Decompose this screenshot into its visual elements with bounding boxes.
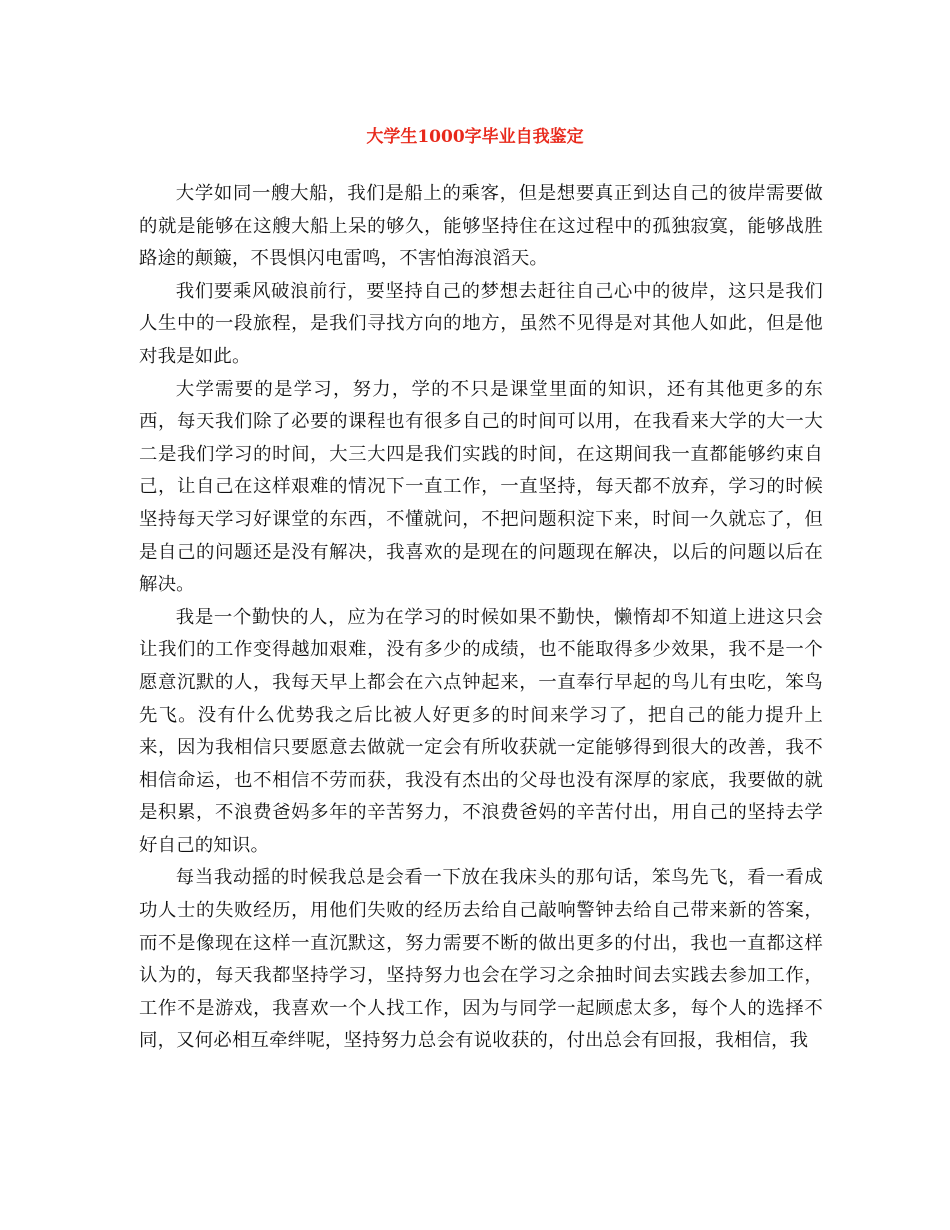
paragraph: 大学如同一艘大船，我们是船上的乘客，但是想要真正到达自己的彼岸需要做的就是能够在这艘大船上呆的够久，能够坚持住在这过程中的孤独寂寞，能够战胜路途的颠簸，不畏惧闪电雷鸣，不害怕海浪滔天。 xyxy=(139,183,823,270)
paragraph: 我是一个勤快的人，应为在学习的时候如果不勤快，懒惰却不知道上进这只会让我们的工作变得越加艰难，没有多少的成绩，也不能取得多少效果，我不是一个愿意沉默的人，我每天早上都会在六点钟起来，一直奉行早起的鸟儿有虫吃，笨鸟先飞。没有什么优势我之后比被人好更多的时间来学习了，把自己的能力提升上来，因为我相信只要愿意去做就一定会有所收获就一定能够得到很大的改善，我不相信命运，也不相信不劳而获，我没有杰出的父母也没有深厚的家底，我要做的就是积累，不浪费爸妈多年的辛苦努力，不浪费爸妈的辛苦付出，用自己的坚持去学好自己的知识。 xyxy=(139,606,823,856)
document-title: 大学生1000字毕业自我鉴定 xyxy=(366,127,584,147)
paragraph: 大学需要的是学习，努力，学的不只是课堂里面的知识，还有其他更多的东西，每天我们除了必要的课程也有很多自己的时间可以用，在我看来大学的大一大二是我们学习的时间，大三大四是我们实践的时间，在这期间我一直都能够约束自己，让自己在这样艰难的情况下一直工作，一直坚持，每天都不放弃，学习的时候坚持每天学习好课堂的东西，不懂就问，不把问题积淀下来，时间一久就忘了，但是自己的问题还是没有解决，我喜欢的是现在的问题现在解决，以后的问题以后在解决。 xyxy=(139,378,823,596)
document-body xyxy=(139,178,823,1058)
paragraph: 每当我动摇的时候我总是会看一下放在我床头的那句话，笨鸟先飞，看一看成功人士的失败经历，用他们失败的经历去给自己敲响警钟去给自己带来新的答案，而不是像现在这样一直沉默这，努力需要不断的做出更多的付出，我也一直都这样认为的，每天我都坚持学习，坚持努力也会在学习之余抽时间去实践去参加工作，工作不是游戏，我喜欢一个人找工作，因为与同学一起顾虑太多，每个人的选择不同，又何必相互牵绊呢，坚持努力总会有说收获的，付出总会有回报，我相信，我 xyxy=(139,867,823,1052)
paragraph: 我们要乘风破浪前行，要坚持自己的梦想去赶往自己心中的彼岸，这只是我们人生中的一段旅程，是我们寻找方向的地方，虽然不见得是对其他人如此，但是他对我是如此。 xyxy=(139,280,823,367)
